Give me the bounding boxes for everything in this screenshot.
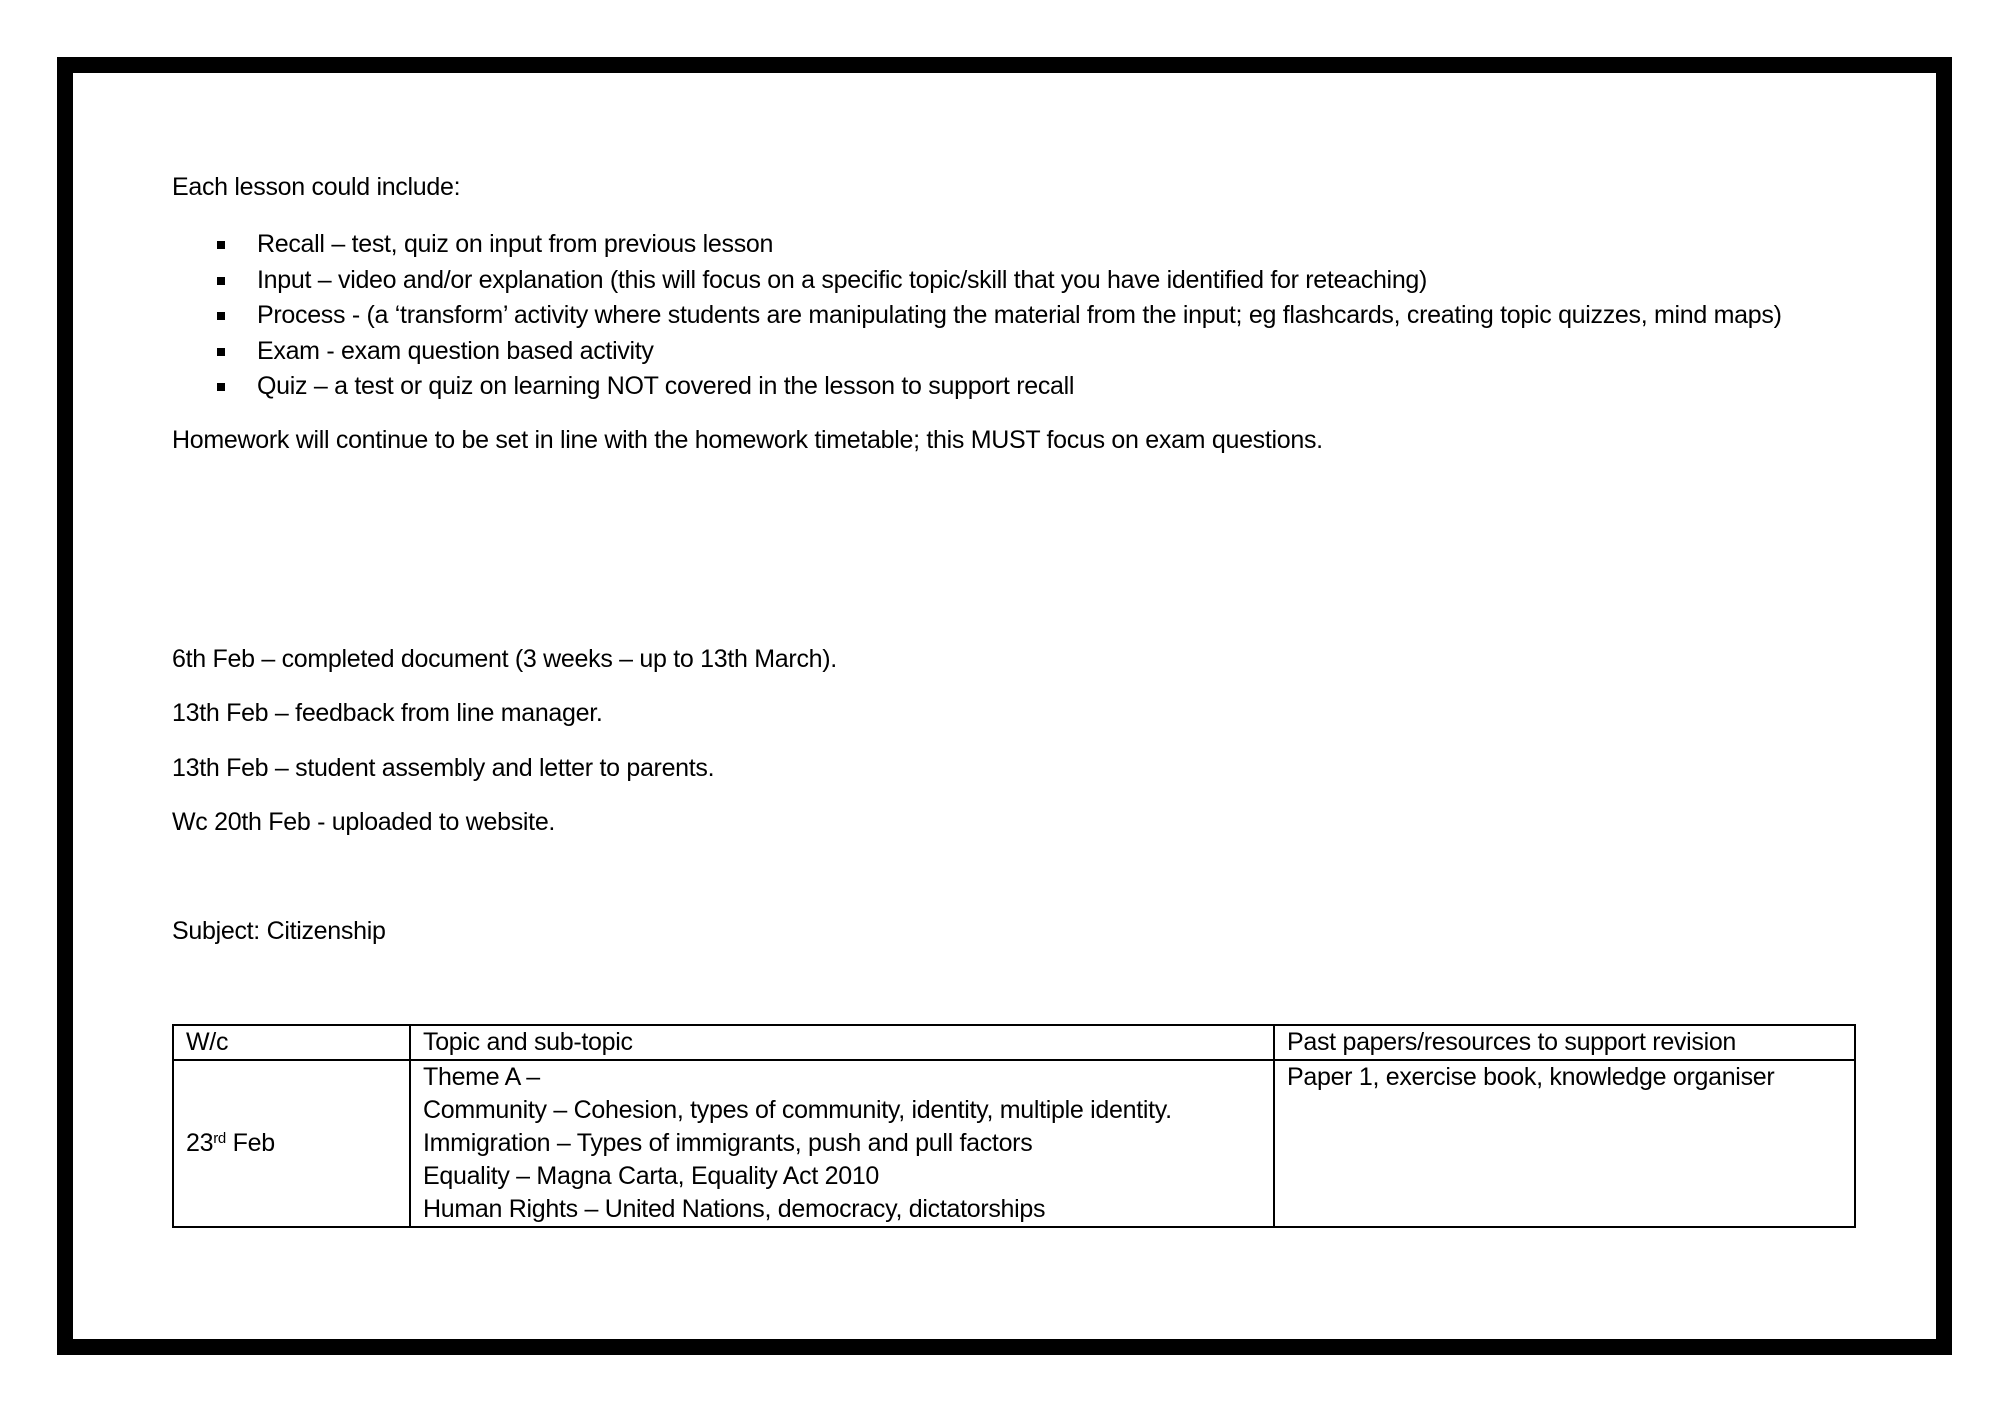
timeline-item: Wc 20th Feb - uploaded to website. — [172, 808, 556, 836]
resources-cell: Paper 1, exercise book, knowledge organiser — [1274, 1060, 1855, 1227]
wc-month: Feb — [225, 1129, 275, 1157]
square-bullet-icon — [217, 312, 225, 320]
wc-cell — [173, 1060, 410, 1227]
header-wc: W/c — [173, 1025, 410, 1060]
list-item — [213, 227, 1782, 263]
square-bullet-icon — [217, 241, 225, 249]
header-topic: Topic and sub-topic — [410, 1025, 1274, 1060]
topic-line: Human Rights – United Nations, democracy, dictatorships — [423, 1195, 1046, 1223]
table-header-row — [173, 1025, 1855, 1060]
timeline-item: 6th Feb – completed document (3 weeks – up to 13th March). — [172, 645, 837, 673]
square-bullet-icon — [217, 383, 225, 391]
wc-day-suffix: rd — [213, 1130, 226, 1147]
timeline-item: 13th Feb – feedback from line manager. — [172, 699, 603, 727]
list-item-text: Recall – test, quiz on input from previous lesson — [257, 230, 774, 258]
square-bullet-icon — [217, 277, 225, 285]
list-item — [213, 334, 1782, 370]
list-item — [213, 263, 1782, 299]
square-bullet-icon — [217, 348, 225, 356]
topic-line: Equality – Magna Carta, Equality Act 2010 — [423, 1162, 880, 1190]
homework-note: Homework will continue to be set in line with the homework timetable; this MUST focus on exam questions. — [172, 426, 1323, 454]
list-item — [213, 298, 1782, 334]
list-item-text: Process - (a ‘transform’ activity where students are manipulating the material from the input; eg flashcards, creating topic quizzes, mind maps) — [257, 301, 1782, 329]
lesson-parts-list — [213, 227, 1782, 405]
header-resources: Past papers/resources to support revision — [1274, 1025, 1855, 1060]
topic-line: Community – Cohesion, types of community, identity, multiple identity. — [423, 1096, 1172, 1124]
topic-line: Immigration – Types of immigrants, push and pull factors — [423, 1129, 1033, 1157]
revision-table — [172, 1024, 1856, 1228]
topic-line: Theme A – — [423, 1063, 540, 1091]
list-item-text: Exam - exam question based activity — [257, 336, 654, 365]
list-item-text: Input – video and/or explanation (this will focus on a specific topic/skill that you have identified for reteaching) — [257, 265, 1428, 294]
wc-day: 23 — [186, 1129, 214, 1157]
timeline-item: 13th Feb – student assembly and letter to parents. — [172, 754, 715, 782]
subject-heading: Subject: Citizenship — [172, 917, 386, 945]
topic-cell — [410, 1060, 1274, 1227]
list-item-text: Quiz – a test or quiz on learning NOT covered in the lesson to support recall — [257, 372, 1075, 400]
list-item — [213, 369, 1782, 405]
intro-text: Each lesson could include: — [172, 173, 461, 201]
table-row — [173, 1060, 1855, 1227]
